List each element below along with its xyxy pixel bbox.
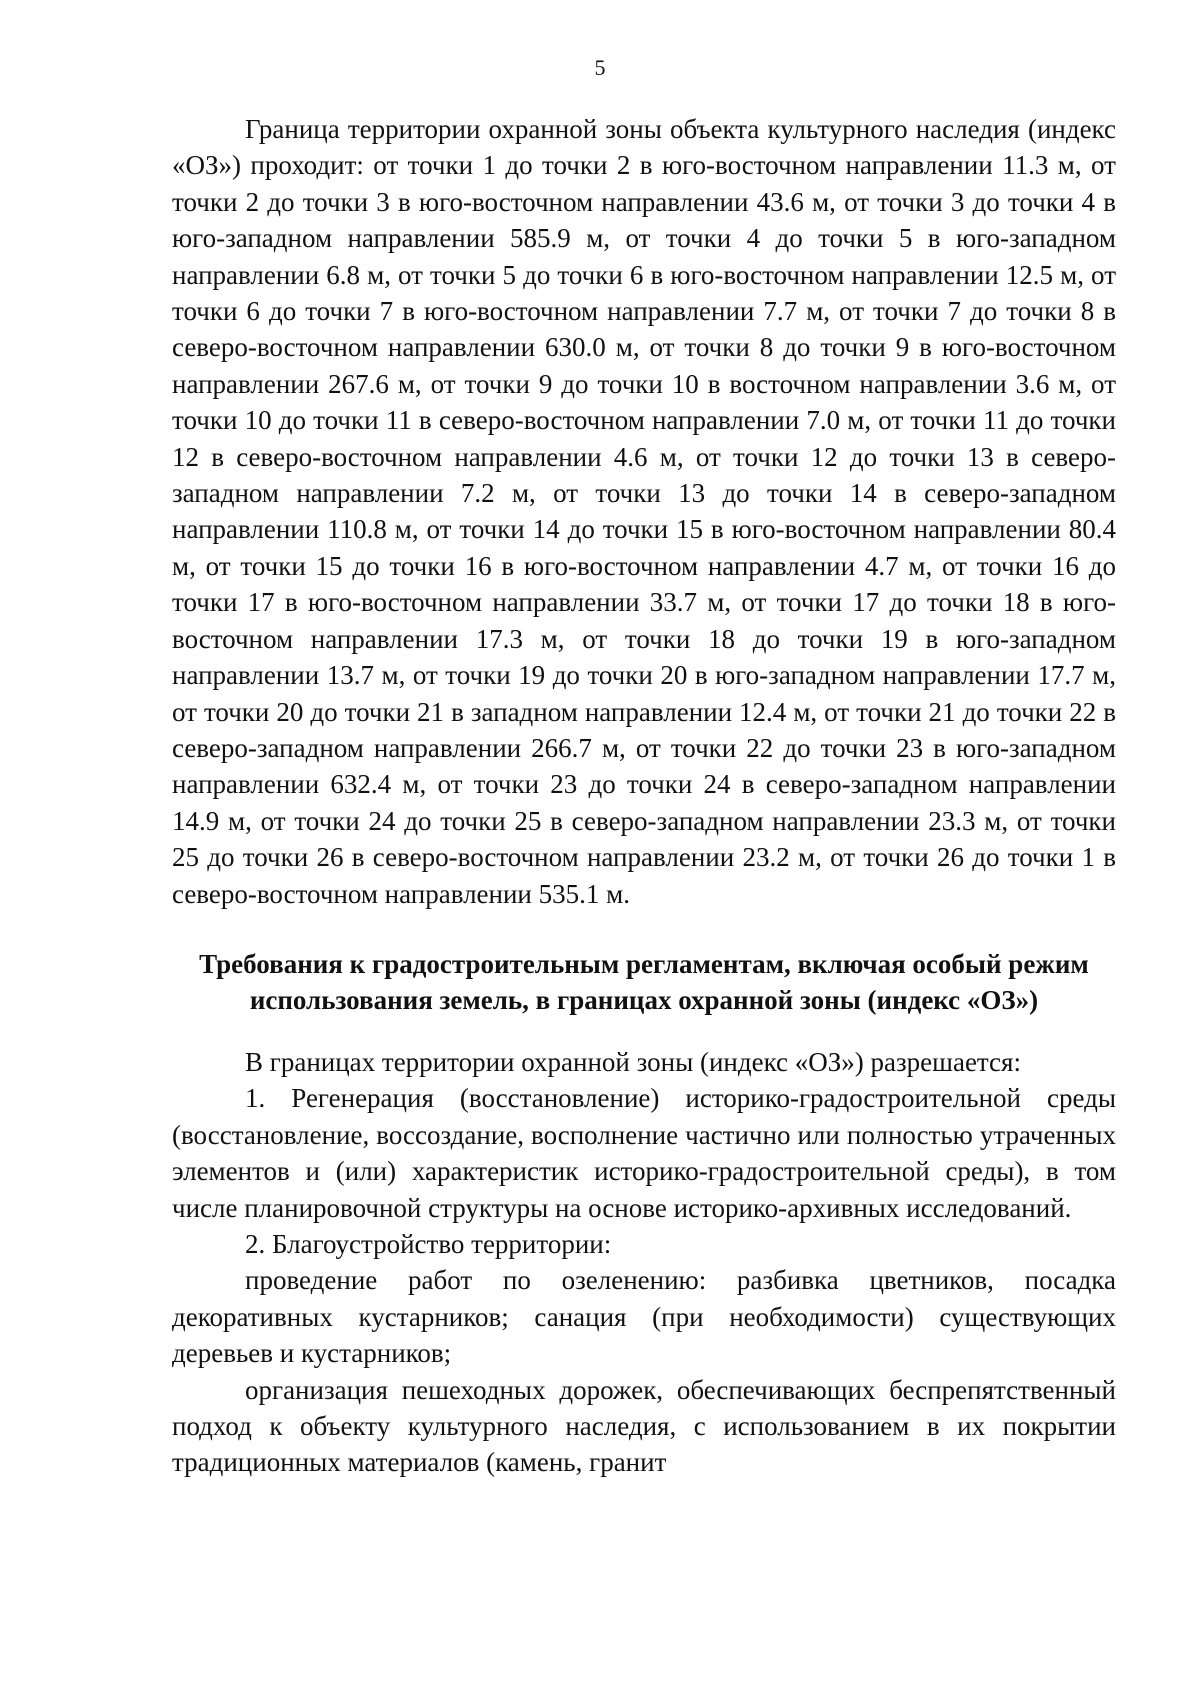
section-heading-line-1: Требования к градостроительным регламентам, включая особый режим [199,948,1089,979]
greening-paragraph: проведение работ по озеленению: разбивка цветников, посадка декоративных кустарников; санация (при необходимости) существующих деревьев и кустарников; [172,1265,1116,1369]
landscaping-heading-paragraph: 2. Благоустройство территории: [245,1228,612,1259]
permitted-intro-paragraph: В границах территории охранной зоны (индекс «ОЗ») разрешается: [245,1046,1021,1077]
section-heading [172,946,1116,1018]
regeneration-paragraph: 1. Регенерация (восстановление) историко-градостроительной среды (восстановление, воссоздание, восполнение частично или полностью утраченных элементов и (или) характеристик историко-градостроительной среды), в том числе планировочной структуры на основе историко-архивных исследований. [172,1083,1116,1223]
pedestrian-paths-paragraph: организация пешеходных дорожек, обеспечивающих беспрепятственный подход к объекту культурного наследия, с использованием в их покрытии традиционных материалов (камень, гранит [172,1374,1116,1478]
document-body [172,111,1116,1481]
boundary-description-paragraph: Граница территории охранной зоны объекта культурного наследия (индекс «ОЗ») проходит: от точки 1 до точки 2 в юго-восточном направлении 11.3 м, от точки 2 до точки 3 в юго-восточном направлении 43.6 м, от точки 3 до точки 4 в юго-западном направлении 585.9 м, от точки 4 до точки 5 в юго-западном направлении 6.8 м, от точки 5 до точки 6 в юго-восточном направлении 12.5 м, от точки 6 до точки 7 в юго-восточном направлении 7.7 м, от точки 7 до точки 8 в северо-восточном направлении 630.0 м, от точки 8 до точки 9 в юго-восточном направлении 267.6 м, от точки 9 до точки 10 в восточном направлении 3.6 м, от точки 10 до точки 11 в северо-восточном направлении 7.0 м, от точки 11 до точки 12 в северо-восточном направлении 4.6 м, от точки 12 до точки 13 в северо-западном направлении 7.2 м, от точки 13 до точки 14 в северо-западном направлении 110.8 м, от точки 14 до точки 15 в юго-восточном направлении 80.4 м, от точки 15 до точки 16 в юго-восточном направлении 4.7 м, от точки 16 до точки 17 в юго-восточном направлении 33.7 м, от точки 17 до точки 18 в юго-восточном направлении 17.3 м, от точки 18 до точки 19 в юго-западном направлении 13.7 м, от точки 19 до точки 20 в юго-западном направлении 17.7 м, от точки 20 до точки 21 в западном направлении 12.4 м, от точки 21 до точки 22 в северо-западном направлении 266.7 м, от точки 22 до точки 23 в юго-западном направлении 632.4 м, от точки 23 до точки 24 в северо-западном направлении 14.9 м, от точки 24 до точки 25 в северо-западном направлении 23.3 м, от точки 25 до точки 26 в северо-восточном направлении 23.2 м, от точки 26 до точки 1 в северо-восточном направлении 535.1 м. [172,114,1116,909]
section-heading-line-2: использования земель, в границах охранной зоны (индекс «ОЗ») [249,984,1039,1015]
page-number: 5 [594,55,606,80]
